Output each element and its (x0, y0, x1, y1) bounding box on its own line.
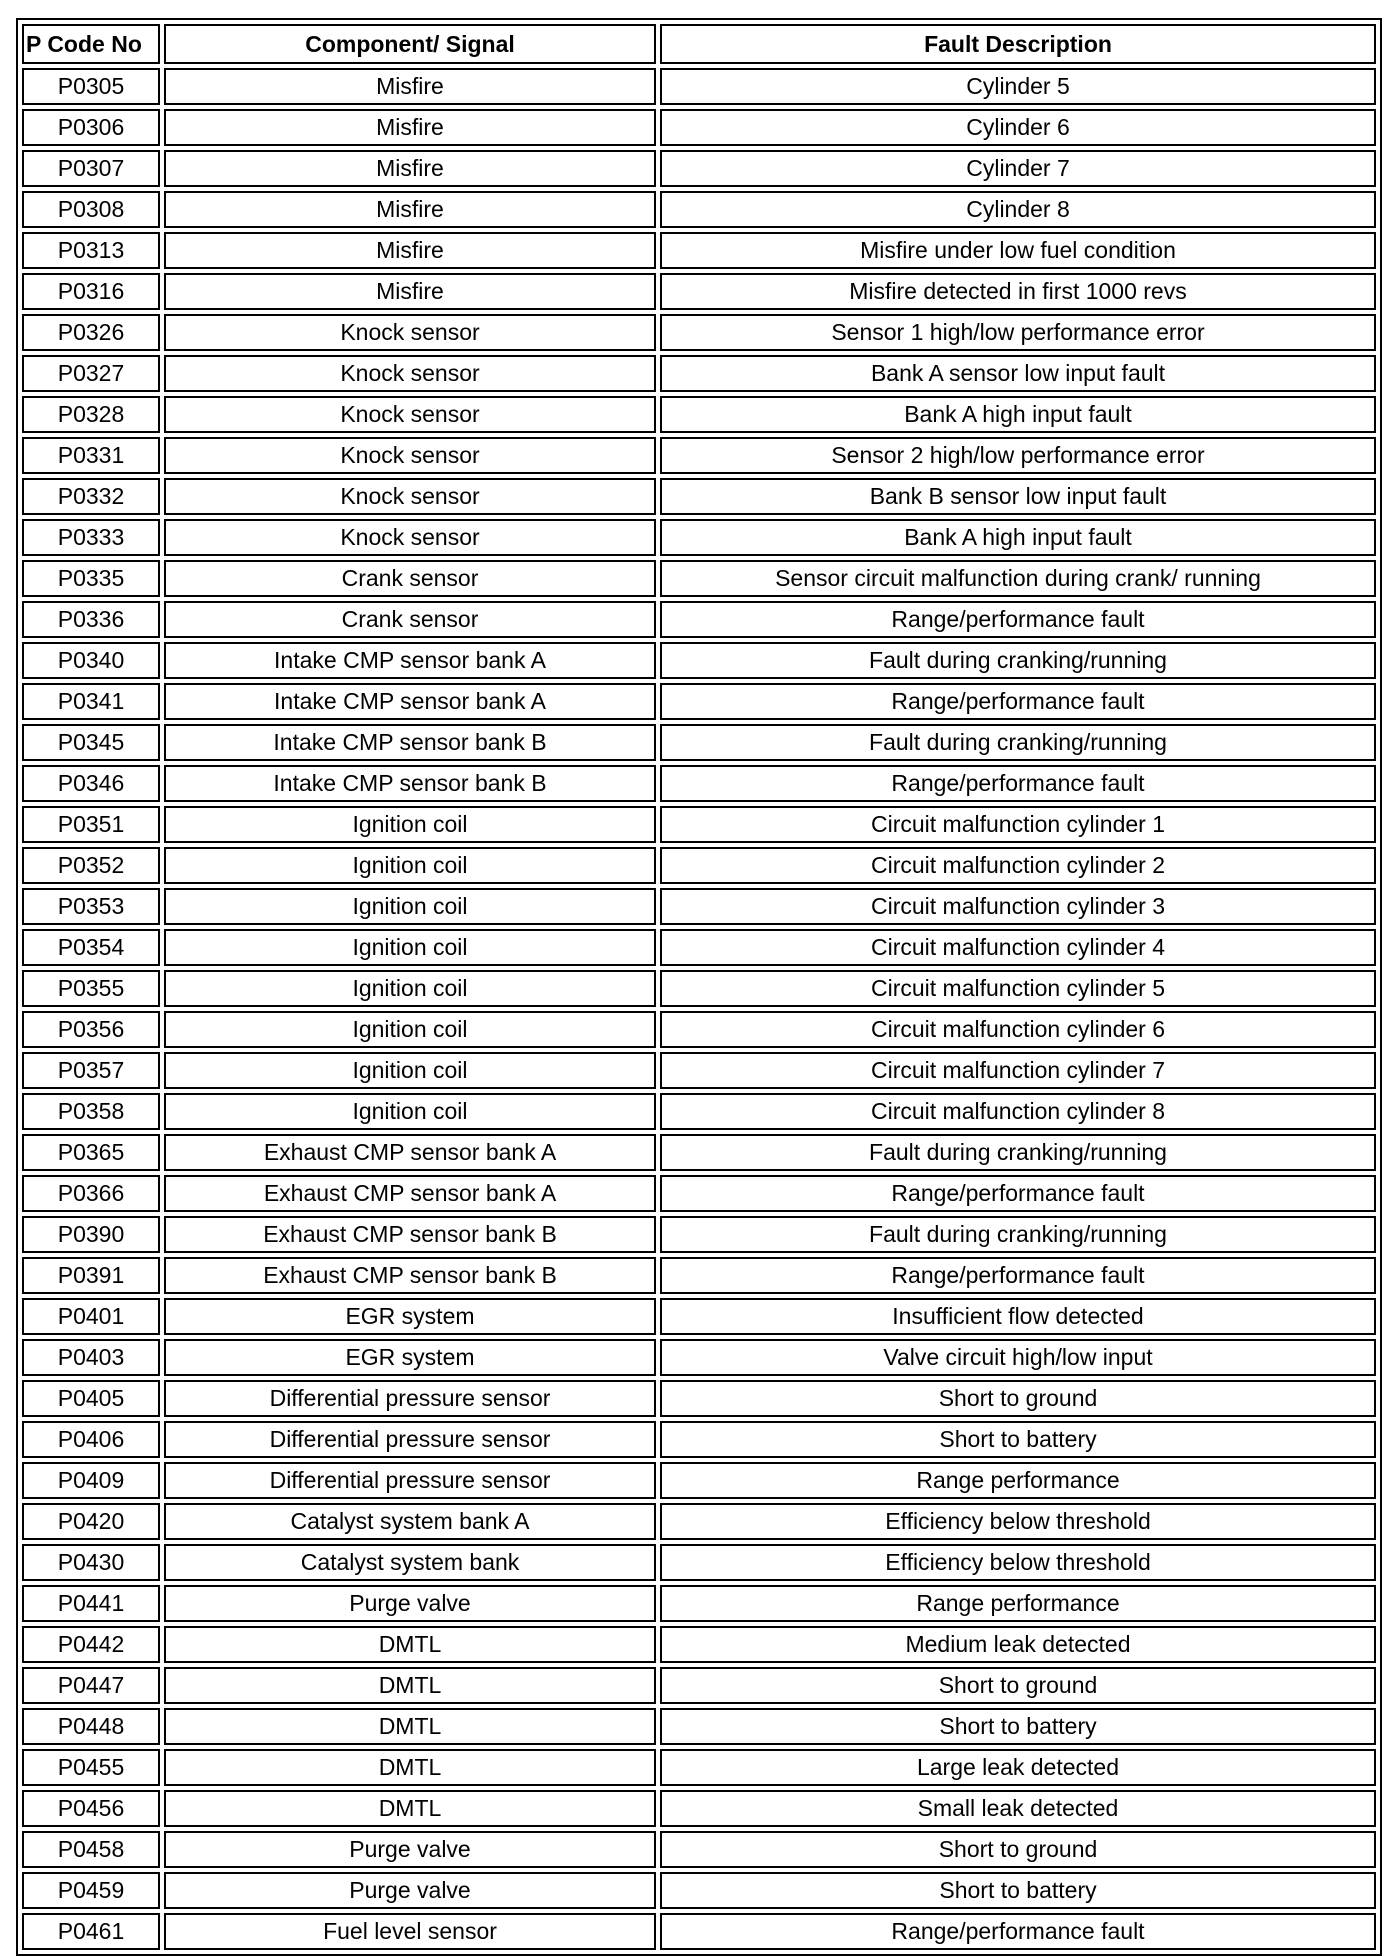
fault-description-cell: Circuit malfunction cylinder 5 (660, 970, 1376, 1007)
table-row (22, 150, 1376, 187)
component-cell: Purge valve (164, 1831, 656, 1868)
component-cell: Exhaust CMP sensor bank B (164, 1257, 656, 1294)
component-cell: Exhaust CMP sensor bank B (164, 1216, 656, 1253)
component-cell: Intake CMP sensor bank A (164, 642, 656, 679)
fault-description-cell: Cylinder 8 (660, 191, 1376, 228)
header-row (22, 24, 1376, 64)
component-cell: Knock sensor (164, 355, 656, 392)
fault-description-cell: Range/performance fault (660, 1175, 1376, 1212)
table-row (22, 1544, 1376, 1581)
fault-description-cell: Circuit malfunction cylinder 4 (660, 929, 1376, 966)
table-row (22, 1052, 1376, 1089)
component-cell: Ignition coil (164, 806, 656, 843)
p-code-cell: P0456 (22, 1790, 160, 1827)
p-code-cell: P0391 (22, 1257, 160, 1294)
table-row (22, 1339, 1376, 1376)
table-row (22, 437, 1376, 474)
fault-description-cell: Cylinder 5 (660, 68, 1376, 105)
table-row (22, 1503, 1376, 1540)
table-row (22, 478, 1376, 515)
fault-description-cell: Short to battery (660, 1421, 1376, 1458)
fault-description-cell: Misfire detected in first 1000 revs (660, 273, 1376, 310)
p-code-cell: P0458 (22, 1831, 160, 1868)
table-row (22, 1380, 1376, 1417)
p-code-cell: P0353 (22, 888, 160, 925)
table-row (22, 355, 1376, 392)
component-cell: Catalyst system bank A (164, 1503, 656, 1540)
fault-description-cell: Medium leak detected (660, 1626, 1376, 1663)
component-cell: Intake CMP sensor bank A (164, 683, 656, 720)
component-cell: Knock sensor (164, 437, 656, 474)
p-code-cell: P0346 (22, 765, 160, 802)
fault-description-cell: Circuit malfunction cylinder 3 (660, 888, 1376, 925)
fault-description-cell: Range/performance fault (660, 1257, 1376, 1294)
table-row (22, 1872, 1376, 1909)
p-code-cell: P0345 (22, 724, 160, 761)
table-row (22, 1011, 1376, 1048)
p-code-cell: P0448 (22, 1708, 160, 1745)
fault-code-table (16, 18, 1382, 1956)
component-cell: Crank sensor (164, 601, 656, 638)
component-cell: Knock sensor (164, 396, 656, 433)
p-code-cell: P0406 (22, 1421, 160, 1458)
table-row (22, 1298, 1376, 1335)
p-code-cell: P0354 (22, 929, 160, 966)
fault-description-cell: Bank A high input fault (660, 396, 1376, 433)
component-cell: EGR system (164, 1339, 656, 1376)
p-code-cell: P0356 (22, 1011, 160, 1048)
table-row (22, 683, 1376, 720)
header-p-code: P Code No (22, 24, 160, 64)
fault-description-cell: Efficiency below threshold (660, 1544, 1376, 1581)
component-cell: DMTL (164, 1626, 656, 1663)
component-cell: Misfire (164, 232, 656, 269)
component-cell: Differential pressure sensor (164, 1421, 656, 1458)
table-row (22, 232, 1376, 269)
table-row (22, 601, 1376, 638)
fault-description-cell: Range performance (660, 1462, 1376, 1499)
p-code-cell: P0430 (22, 1544, 160, 1581)
p-code-cell: P0305 (22, 68, 160, 105)
fault-description-cell: Short to ground (660, 1667, 1376, 1704)
table-row (22, 765, 1376, 802)
table-row (22, 273, 1376, 310)
component-cell: DMTL (164, 1708, 656, 1745)
table-row (22, 396, 1376, 433)
component-cell: Ignition coil (164, 1093, 656, 1130)
p-code-cell: P0401 (22, 1298, 160, 1335)
fault-description-cell: Bank A sensor low input fault (660, 355, 1376, 392)
table-row (22, 970, 1376, 1007)
component-cell: Ignition coil (164, 888, 656, 925)
p-code-cell: P0341 (22, 683, 160, 720)
fault-description-cell: Short to battery (660, 1708, 1376, 1745)
table-row (22, 1708, 1376, 1745)
component-cell: Misfire (164, 273, 656, 310)
fault-description-cell: Efficiency below threshold (660, 1503, 1376, 1540)
fault-description-cell: Short to ground (660, 1380, 1376, 1417)
p-code-cell: P0331 (22, 437, 160, 474)
p-code-cell: P0328 (22, 396, 160, 433)
fault-description-cell: Large leak detected (660, 1749, 1376, 1786)
p-code-cell: P0365 (22, 1134, 160, 1171)
fault-description-cell: Fault during cranking/running (660, 1216, 1376, 1253)
component-cell: Ignition coil (164, 929, 656, 966)
fault-description-cell: Sensor 1 high/low performance error (660, 314, 1376, 351)
component-cell: Misfire (164, 191, 656, 228)
header-component: Component/ Signal (164, 24, 656, 64)
table-row (22, 1421, 1376, 1458)
table-row (22, 1913, 1376, 1950)
p-code-cell: P0459 (22, 1872, 160, 1909)
p-code-cell: P0447 (22, 1667, 160, 1704)
p-code-cell: P0366 (22, 1175, 160, 1212)
p-code-cell: P0336 (22, 601, 160, 638)
table-row (22, 1831, 1376, 1868)
p-code-cell: P0403 (22, 1339, 160, 1376)
component-cell: Ignition coil (164, 1052, 656, 1089)
p-code-cell: P0332 (22, 478, 160, 515)
component-cell: Knock sensor (164, 519, 656, 556)
component-cell: Purge valve (164, 1872, 656, 1909)
component-cell: Knock sensor (164, 314, 656, 351)
table-row (22, 1134, 1376, 1171)
p-code-cell: P0340 (22, 642, 160, 679)
table-row (22, 724, 1376, 761)
table-row (22, 1216, 1376, 1253)
fault-description-cell: Fault during cranking/running (660, 1134, 1376, 1171)
p-code-cell: P0306 (22, 109, 160, 146)
component-cell: Misfire (164, 150, 656, 187)
table-row (22, 806, 1376, 843)
p-code-cell: P0351 (22, 806, 160, 843)
component-cell: Exhaust CMP sensor bank A (164, 1134, 656, 1171)
fault-description-cell: Sensor 2 high/low performance error (660, 437, 1376, 474)
table-row (22, 68, 1376, 105)
component-cell: DMTL (164, 1790, 656, 1827)
table-row (22, 191, 1376, 228)
table-row (22, 888, 1376, 925)
component-cell: Ignition coil (164, 970, 656, 1007)
component-cell: Intake CMP sensor bank B (164, 724, 656, 761)
fault-description-cell: Range/performance fault (660, 683, 1376, 720)
component-cell: Misfire (164, 68, 656, 105)
table-row (22, 1585, 1376, 1622)
fault-description-cell: Insufficient flow detected (660, 1298, 1376, 1335)
table-row (22, 1175, 1376, 1212)
table-row (22, 519, 1376, 556)
component-cell: Ignition coil (164, 847, 656, 884)
fault-description-cell: Small leak detected (660, 1790, 1376, 1827)
table-body (22, 68, 1376, 1950)
fault-description-cell: Range performance (660, 1585, 1376, 1622)
fault-description-cell: Sensor circuit malfunction during crank/ running (660, 560, 1376, 597)
fault-description-cell: Short to ground (660, 1831, 1376, 1868)
table-row (22, 1093, 1376, 1130)
table-row (22, 109, 1376, 146)
p-code-cell: P0390 (22, 1216, 160, 1253)
p-code-cell: P0441 (22, 1585, 160, 1622)
component-cell: DMTL (164, 1749, 656, 1786)
p-code-cell: P0357 (22, 1052, 160, 1089)
fault-description-cell: Range/performance fault (660, 1913, 1376, 1950)
fault-description-cell: Circuit malfunction cylinder 2 (660, 847, 1376, 884)
p-code-cell: P0352 (22, 847, 160, 884)
fault-description-cell: Misfire under low fuel condition (660, 232, 1376, 269)
table-row (22, 560, 1376, 597)
p-code-cell: P0442 (22, 1626, 160, 1663)
fault-description-cell: Bank A high input fault (660, 519, 1376, 556)
component-cell: Catalyst system bank (164, 1544, 656, 1581)
table-row (22, 1257, 1376, 1294)
header-fault-description: Fault Description (660, 24, 1376, 64)
component-cell: Ignition coil (164, 1011, 656, 1048)
p-code-cell: P0409 (22, 1462, 160, 1499)
fault-description-cell: Cylinder 6 (660, 109, 1376, 146)
component-cell: Exhaust CMP sensor bank A (164, 1175, 656, 1212)
fault-description-cell: Bank B sensor low input fault (660, 478, 1376, 515)
p-code-cell: P0461 (22, 1913, 160, 1950)
component-cell: Purge valve (164, 1585, 656, 1622)
fault-description-cell: Circuit malfunction cylinder 6 (660, 1011, 1376, 1048)
p-code-cell: P0307 (22, 150, 160, 187)
table-row (22, 847, 1376, 884)
p-code-cell: P0358 (22, 1093, 160, 1130)
p-code-cell: P0405 (22, 1380, 160, 1417)
table-row (22, 1749, 1376, 1786)
p-code-cell: P0313 (22, 232, 160, 269)
table-row (22, 1462, 1376, 1499)
component-cell: Differential pressure sensor (164, 1462, 656, 1499)
table-row (22, 314, 1376, 351)
p-code-cell: P0455 (22, 1749, 160, 1786)
p-code-cell: P0420 (22, 1503, 160, 1540)
component-cell: Crank sensor (164, 560, 656, 597)
table-row (22, 1626, 1376, 1663)
component-cell: Differential pressure sensor (164, 1380, 656, 1417)
fault-description-cell: Fault during cranking/running (660, 642, 1376, 679)
table-row (22, 642, 1376, 679)
component-cell: Intake CMP sensor bank B (164, 765, 656, 802)
p-code-cell: P0308 (22, 191, 160, 228)
fault-description-cell: Range/performance fault (660, 601, 1376, 638)
fault-description-cell: Range/performance fault (660, 765, 1376, 802)
p-code-cell: P0316 (22, 273, 160, 310)
fault-description-cell: Circuit malfunction cylinder 1 (660, 806, 1376, 843)
p-code-cell: P0355 (22, 970, 160, 1007)
p-code-cell: P0327 (22, 355, 160, 392)
component-cell: Misfire (164, 109, 656, 146)
p-code-cell: P0333 (22, 519, 160, 556)
component-cell: DMTL (164, 1667, 656, 1704)
fault-description-cell: Circuit malfunction cylinder 7 (660, 1052, 1376, 1089)
fault-description-cell: Fault during cranking/running (660, 724, 1376, 761)
fault-description-cell: Short to battery (660, 1872, 1376, 1909)
component-cell: Fuel level sensor (164, 1913, 656, 1950)
fault-description-cell: Circuit malfunction cylinder 8 (660, 1093, 1376, 1130)
p-code-cell: P0335 (22, 560, 160, 597)
fault-description-cell: Valve circuit high/low input (660, 1339, 1376, 1376)
table-row (22, 929, 1376, 966)
table-row (22, 1667, 1376, 1704)
component-cell: Knock sensor (164, 478, 656, 515)
component-cell: EGR system (164, 1298, 656, 1335)
table-row (22, 1790, 1376, 1827)
fault-description-cell: Cylinder 7 (660, 150, 1376, 187)
p-code-cell: P0326 (22, 314, 160, 351)
